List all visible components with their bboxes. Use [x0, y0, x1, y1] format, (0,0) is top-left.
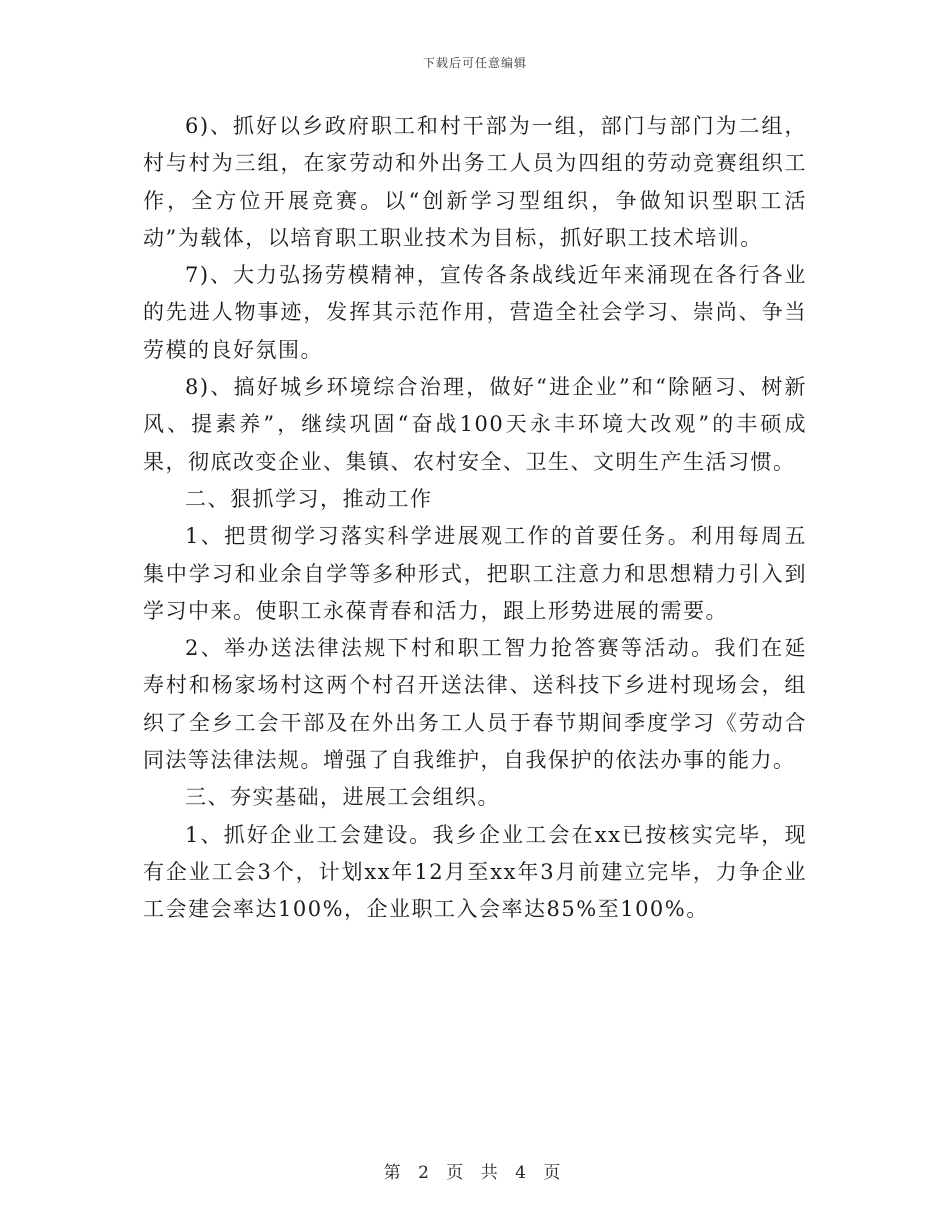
paragraph-8: 8)、搞好城乡环境综合治理，做好“进企业”和“除陋习、树新风、提素养”，继续巩固“奋战100天永丰环境大改观”的丰硕成果，彻底改变企业、集镇、农村安全、卫生、文明生产生活习惯。 [143, 375, 807, 474]
document-body [143, 108, 807, 929]
section-heading-2: 二、狠抓学习，推动工作 [185, 486, 433, 511]
paragraph-2-1: 1、把贯彻学习落实科学进展观工作的首要任务。利用每周五集中学习和业余自学等多种形式，把职工注意力和思想精力引入到学习中来。使职工永葆青春和活力，跟上形势进展的需要。 [143, 524, 807, 623]
page-number-footer: 第 2 页 共 4 页 [383, 1163, 567, 1183]
paragraph-7: 7)、大力弘扬劳模精神，宣传各条战线近年来涌现在各行各业的先进人物事迹，发挥其示范作用，营造全社会学习、崇尚、争当劳模的良好氛围。 [143, 263, 807, 362]
paragraph-2-2: 2、举办送法律法规下村和职工智力抢答赛等活动。我们在延寿村和杨家场村这两个村召开送法律、送科技下乡进村现场会，组织了全乡工会干部及在外出务工人员于春节期间季度学习《劳动合同法等法律法规。增强了自我维护，自我保护的依法办事的能力。 [143, 636, 807, 773]
paragraph-3-1: 1、抓好企业工会建设。我乡企业工会在xx已按核实完毕，现有企业工会3个，计划xx年12月至xx年3月前建立完毕，力争企业工会建会率达100%，企业职工入会率达85%至100%。 [143, 822, 807, 922]
page-header: 下载后可任意编辑 [422, 56, 527, 70]
section-heading-3: 三、夯实基础，进展工会组织。 [185, 785, 500, 810]
paragraph-6: 6)、抓好以乡政府职工和村干部为一组，部门与部门为二组，村与村为三组，在家劳动和外出务工人员为四组的劳动竞赛组织工作，全方位开展竞赛。以“创新学习型组织，争做知识型职工活动”为载体，以培育职工职业技术为目标，抓好职工技术培训。 [143, 114, 807, 250]
